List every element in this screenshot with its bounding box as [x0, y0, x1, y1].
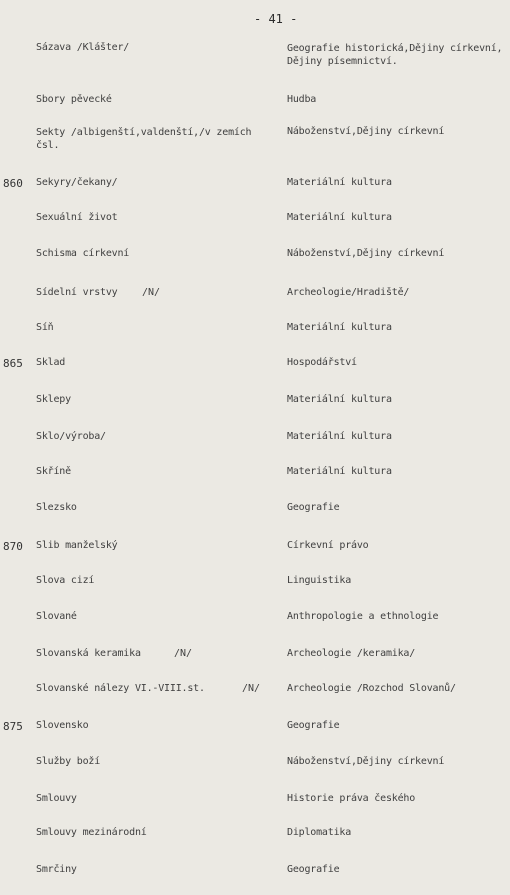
entry-category: Církevní právo: [287, 540, 369, 551]
entry-category: Historie práva českého: [287, 793, 416, 804]
entry-term: Sklepy: [36, 394, 71, 405]
entry-category: Materiální kultura: [287, 431, 392, 442]
entry-category: Hospodářství: [287, 357, 357, 368]
entry-category: Náboženství,Dějiny církevní: [287, 756, 445, 767]
entry-mark: /N/: [142, 287, 161, 298]
entry-term: Smlouvy mezinárodní: [36, 827, 147, 838]
entry-category: Náboženství,Dějiny církevní: [287, 248, 445, 259]
entry-mark: /N/: [242, 683, 261, 694]
entry-term: Sklo/výroba/: [36, 431, 106, 442]
entry-category: Materiální kultura: [287, 466, 392, 477]
entry-category: Geografie: [287, 720, 340, 731]
entry-term: Slezsko: [36, 502, 77, 513]
entry-category: Materiální kultura: [287, 394, 392, 405]
entry-term: Sekty /albigenští,valdenští,/v zemích čsl.: [36, 127, 252, 151]
entry-term: Slib manželský: [36, 540, 118, 551]
entry-term: Sázava /Klášter/: [36, 42, 130, 53]
entry-term: Slované: [36, 611, 77, 622]
entry-category: Materiální kultura: [287, 177, 392, 188]
entry-term: Smlouvy: [36, 793, 77, 804]
entry-mark: /N/: [174, 648, 193, 659]
entry-term: Schisma církevní: [36, 248, 130, 259]
entry-term: Sbory pěvecké: [36, 94, 112, 105]
entry-category: Archeologie /keramika/: [287, 648, 416, 659]
entry-number: 865: [3, 357, 23, 370]
entry-term: Sexuální život: [36, 212, 118, 223]
entry-category: Diplomatika: [287, 827, 352, 838]
entry-category: Hudba: [287, 94, 317, 105]
page-number: - 41 -: [254, 12, 298, 26]
entry-term: Služby boží: [36, 756, 101, 767]
entry-term: Skříně: [36, 466, 71, 477]
entry-category: Linguistika: [287, 575, 352, 586]
entry-term: Sklad: [36, 357, 66, 368]
entry-category: Archeologie/Hradiště/: [287, 287, 410, 298]
entry-term: Slovanská keramika: [36, 648, 141, 659]
entry-category: Geografie: [287, 502, 340, 513]
entry-number: 870: [3, 540, 23, 553]
entry-category: Materiální kultura: [287, 322, 392, 333]
entry-term: Sekyry/čekany/: [36, 177, 118, 188]
entry-category: Geografie historická,Dějiny církevní, Dějiny písemnictví.: [287, 43, 503, 67]
entry-term: Slovanské nálezy VI.-VIII.st.: [36, 683, 205, 694]
entry-term: Sídelní vrstvy: [36, 287, 118, 298]
entry-term: Smrčiny: [36, 864, 77, 875]
entry-number: 860: [3, 177, 23, 190]
entry-category: Anthropologie a ethnologie: [287, 611, 439, 622]
entry-term: Slova cizí: [36, 575, 95, 586]
entry-category: Náboženství,Dějiny církevní: [287, 126, 445, 137]
entry-category: Geografie: [287, 864, 340, 875]
entry-category: Materiální kultura: [287, 212, 392, 223]
entry-number: 875: [3, 720, 23, 733]
entry-category: Archeologie /Rozchod Slovanů/: [287, 683, 456, 694]
entry-term: Síň: [36, 322, 54, 333]
entry-term: Slovensko: [36, 720, 89, 731]
